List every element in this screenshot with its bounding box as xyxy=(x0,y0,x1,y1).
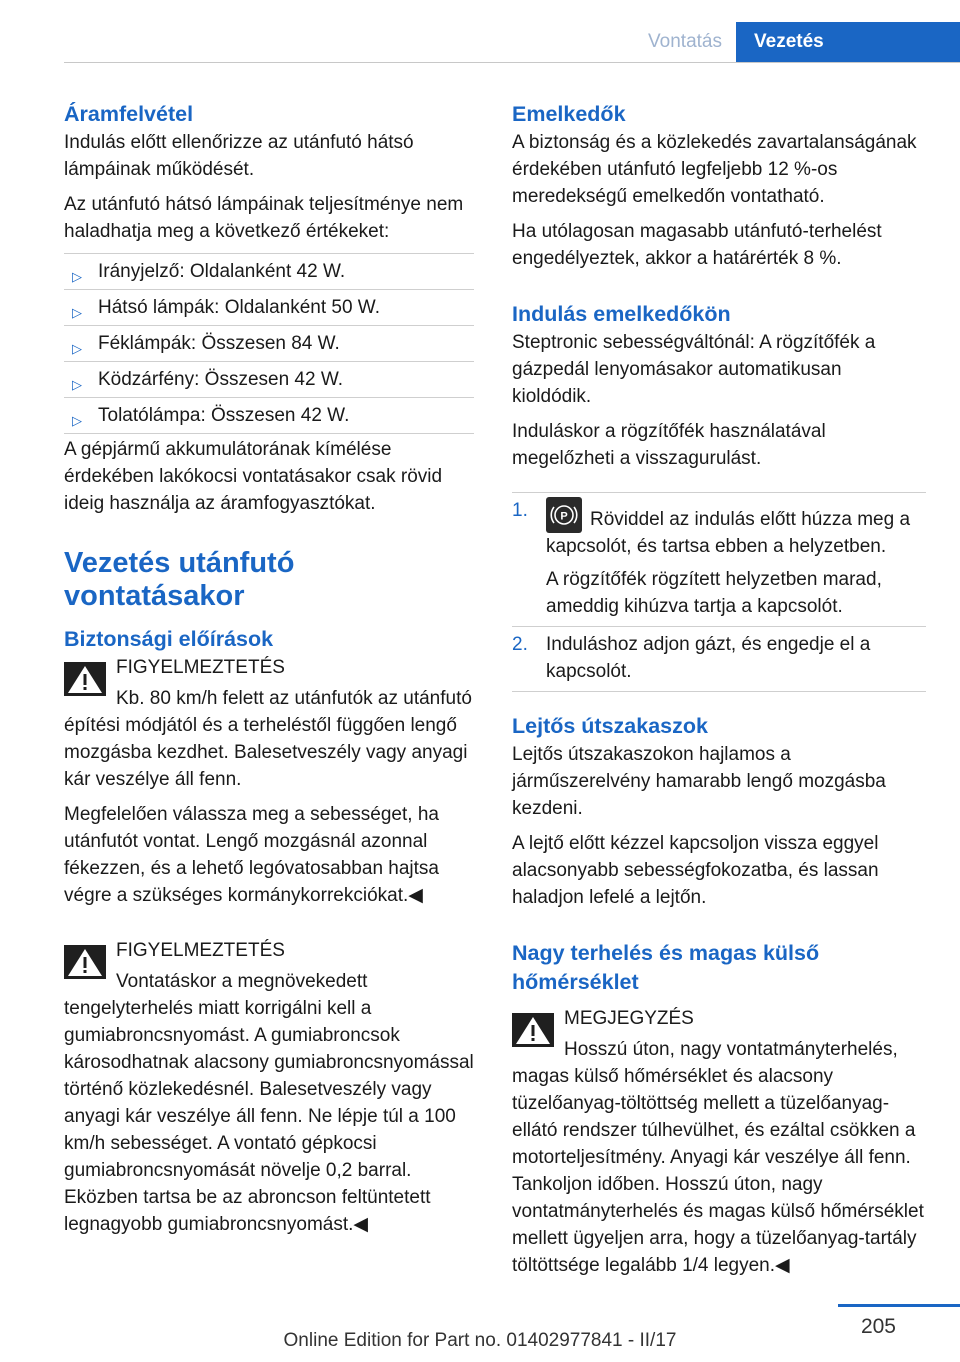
parking-brake-icon xyxy=(546,497,582,533)
heading-aramfelvetel: Áramfelvétel xyxy=(64,102,194,126)
list-item-text: Tolatólámpa: Összesen 42 W. xyxy=(98,405,350,426)
warning-box-2 xyxy=(64,937,474,1238)
list-item xyxy=(64,253,474,289)
step-item xyxy=(512,626,926,692)
heading-emelkedok: Emelkedők xyxy=(512,102,626,126)
step-number: 2. xyxy=(512,634,528,655)
heading-biztonsagi: Biztonsági előírások xyxy=(64,627,274,651)
paragraph: Steptronic sebességváltónál: A rögzítőfék a gázpedál lenyomásakor automatikusan kioldódik. xyxy=(512,332,876,407)
triangle-right-icon: ▷ xyxy=(72,269,82,284)
paragraph: Az utánfutó hátsó lámpáinak teljesítménye nem haladhatja meg a következő értékeket: xyxy=(64,194,464,242)
footer-edition: Online Edition for Part no. 01402977841 - II/17 xyxy=(283,1330,677,1351)
warning-text: Vontatáskor a megnövekedett tengelyterhelés miatt korrigálni kell a gumiabroncsnyomást. A gumiabroncsok károsodhatnak alacsony gumiabroncsnyomással történő közlekedésnél. Balesetveszély vagy anyagi kár veszélye áll fenn. Ne lépje túl a 100 km/h sebességet. A vontató gépkocsi gumiabroncsnyomását növelje 0,2 barral. Eközben tartsa be az abroncson feltüntetett legnagyobb gumiabroncsnyomást.◀ xyxy=(64,971,474,1235)
heading-indulas-emelkedokon: Indulás emelkedőkön xyxy=(512,302,731,326)
note-text: Hosszú úton, nagy vontatmányterhelés, magas külső hőmérséklet és alacsony tüzelőanyag-töltöttség mellett a tüzelőanyag-ellátó rendszer túlhevülhet, és ezáltal csökken a motorteljesítmény. Anyagi kár veszélye áll fenn. Tankoljon időben. Hosszú úton, nagy vontatmányterhelés és magas külső hőmérséklet mellett ügyeljen arra, hogy a tüzelőanyag-tartály töltöttsége legalább 1/4 legyen.◀ xyxy=(512,1039,924,1276)
page-number: 205 xyxy=(860,1315,896,1338)
triangle-right-icon: ▷ xyxy=(72,305,82,320)
section-title: Vezetés utánfutó vontatásakor xyxy=(64,547,295,612)
left-column xyxy=(64,100,474,1246)
list-item xyxy=(64,361,474,397)
triangle-right-icon: ▷ xyxy=(72,341,82,356)
warning-title: FIGYELMEZTETÉS xyxy=(116,940,285,961)
warning-text: Kb. 80 km/h felett az utánfutók az utánfutó építési módjától és a terheléstől függően lengő mozgásba kezdhet. Balesetveszély vagy anyagi kár veszélye áll fenn. xyxy=(64,688,472,790)
lamp-limits-list xyxy=(64,253,474,434)
list-item xyxy=(64,289,474,325)
paragraph: Indulás előtt ellenőrizze az utánfutó hátsó lámpáinak működését. xyxy=(64,132,414,180)
step-number: 1. xyxy=(512,500,528,521)
step-subtext: A rögzítőfék rögzített helyzetben marad, ameddig kihúzva tartja a kapcsolót. xyxy=(546,569,882,617)
warning-triangle-icon xyxy=(512,1013,554,1047)
list-item-text: Hátsó lámpák: Oldalanként 50 W. xyxy=(98,297,380,318)
header-tab-active[interactable]: Vezetés xyxy=(736,22,960,62)
list-item-text: Ködzárfény: Összesen 42 W. xyxy=(98,369,344,390)
paragraph: A gépjármű akkumulátorának kímélése érdekében lakókocsi vontatásakor csak rövid ideig használja az áramfogyasztókat. xyxy=(64,439,443,514)
warning-box-1 xyxy=(64,654,474,793)
heading-nagy-terheles: Nagy terhelés és magas külső hőmérséklet xyxy=(512,941,820,994)
triangle-right-icon: ▷ xyxy=(72,377,82,392)
list-item xyxy=(64,397,474,434)
right-column xyxy=(512,100,926,1287)
paragraph: Ha utólagosan magasabb utánfutó-terhelést engedélyeztek, akkor a határérték 8 %. xyxy=(512,221,882,269)
heading-lejtos: Lejtős útszakaszok xyxy=(512,714,708,738)
warning-triangle-icon xyxy=(64,662,106,696)
note-title: MEGJEGYZÉS xyxy=(564,1008,694,1029)
header-section-label[interactable]: Vontatás xyxy=(648,31,722,52)
paragraph: Lejtős útszakaszokon hajlamos a járműszerelvény hamarabb lengő mozgásba kezdeni. xyxy=(512,744,886,819)
step-text: Röviddel az indulás előtt húzza meg a kapcsolót, és tartsa ebben a helyzetben. xyxy=(546,509,911,557)
paragraph: Megfelelően válassza meg a sebességet, ha utánfutót vontat. Lengő mozgásnál azonnal fékezzen, és a lehető legóvatosabban hajtsa végre a szükséges kormánykorrekciókat.◀ xyxy=(64,804,439,906)
paragraph: Induláskor a rögzítőfék használatával megelőzheti a visszagurulást. xyxy=(512,421,826,469)
step-item xyxy=(512,492,926,626)
header-rule xyxy=(64,62,960,63)
list-item xyxy=(64,325,474,361)
list-item-text: Féklámpák: Összesen 84 W. xyxy=(98,333,340,354)
triangle-right-icon: ▷ xyxy=(72,413,82,428)
paragraph: A lejtő előtt kézzel kapcsoljon vissza eggyel alacsonyabb sebességfokozatba, és lassan haladjon lefelé a lejtőn. xyxy=(512,833,879,908)
svg-text:P: P xyxy=(560,510,568,523)
page-number-rule xyxy=(838,1304,960,1307)
paragraph: A biztonság és a közlekedés zavartalanságának érdekében utánfutó legfeljebb 12 %-os meredekségű emelkedőn vontatható. xyxy=(512,132,917,207)
warning-triangle-icon xyxy=(64,945,106,979)
step-text: Induláshoz adjon gázt, és engedje el a kapcsolót. xyxy=(546,634,871,682)
steps-list xyxy=(512,492,926,692)
note-box xyxy=(512,1005,926,1279)
warning-title: FIGYELMEZTETÉS xyxy=(116,657,285,678)
list-item-text: Irányjelző: Oldalanként 42 W. xyxy=(98,261,346,282)
